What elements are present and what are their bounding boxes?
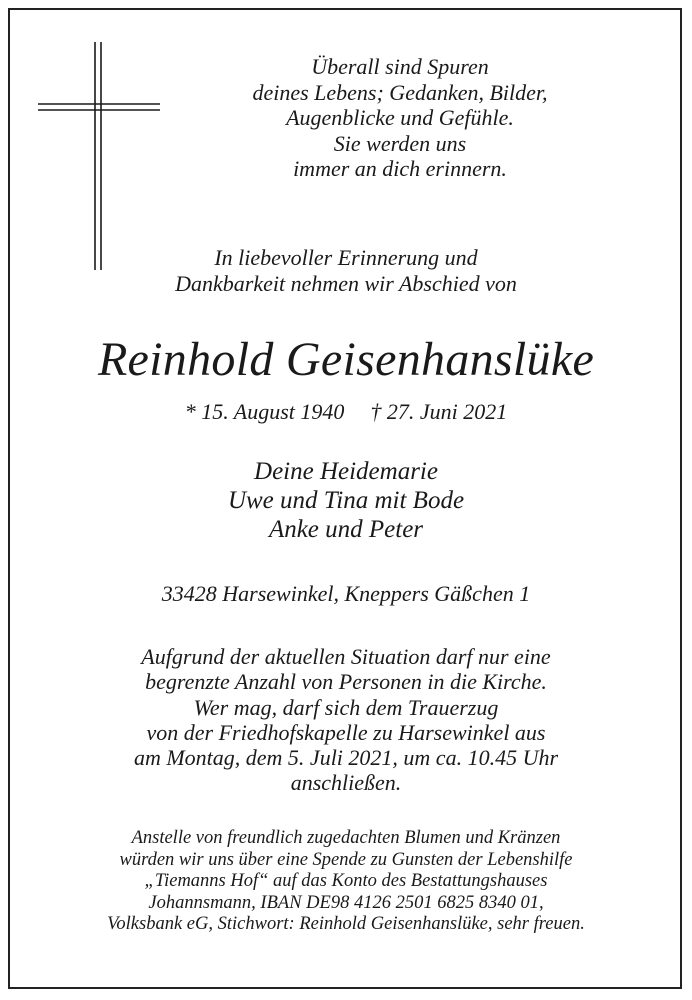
notice-line: von der Friedhofskapelle zu Harsewinkel aus xyxy=(146,719,546,745)
verse-line: Augenblicke und Gefühle. xyxy=(286,105,514,130)
donation-line: Anstelle von freundlich zugedachten Blumen und Kränzen xyxy=(131,828,561,848)
mourner-line: Anke und Peter xyxy=(268,516,424,543)
notice-line: Wer mag, darf sich dem Trauerzug xyxy=(193,694,499,720)
mourners-list xyxy=(0,457,692,544)
life-dates xyxy=(0,399,692,425)
notice-line: am Montag, dem 5. Juli 2021, um ca. 10.45 Uhr xyxy=(133,745,559,771)
memorial-verse xyxy=(140,54,660,182)
notice-line: Aufgrund der aktuellen Situation darf nur eine xyxy=(141,644,551,669)
intro-line: In liebevoller Erinnerung und xyxy=(214,245,478,270)
donation-line: Volksbank eG, Stichwort: Reinhold Geisenhanslüke, sehr freuen. xyxy=(107,914,585,935)
verse-line: Überall sind Spuren xyxy=(311,54,489,79)
mourner-line: Deine Heidemarie xyxy=(254,458,438,485)
notice-line: begrenzte Anzahl von Personen in die Kirche. xyxy=(145,669,547,695)
intro-line: Dankbarkeit nehmen wir Abschied von xyxy=(175,270,517,296)
funeral-notice xyxy=(0,644,692,796)
death-date: † 27. Juni 2021 xyxy=(370,399,508,424)
donation-line: „Tiemanns Hof“ auf das Konto des Bestattungshauses xyxy=(144,871,548,892)
farewell-intro xyxy=(0,245,692,296)
verse-line: deines Lebens; Gedanken, Bilder, xyxy=(252,79,548,105)
deceased-name: Reinhold Geisenhanslüke xyxy=(97,333,595,386)
mourner-line: Uwe und Tina mit Bode xyxy=(227,487,465,514)
family-address: 33428 Harsewinkel, Kneppers Gäßchen 1 xyxy=(161,581,531,606)
notice-line: anschließen. xyxy=(290,770,402,796)
birth-date: * 15. August 1940 xyxy=(184,399,345,424)
verse-line: Sie werden uns xyxy=(333,130,467,156)
donation-line: würden wir uns über eine Spende zu Gunsten der Lebenshilfe xyxy=(119,849,573,870)
verse-line: immer an dich erinnern. xyxy=(293,156,507,181)
donation-line: Johannsmann, IBAN DE98 4126 2501 6825 8340 01, xyxy=(148,892,544,913)
donation-request xyxy=(0,828,692,936)
